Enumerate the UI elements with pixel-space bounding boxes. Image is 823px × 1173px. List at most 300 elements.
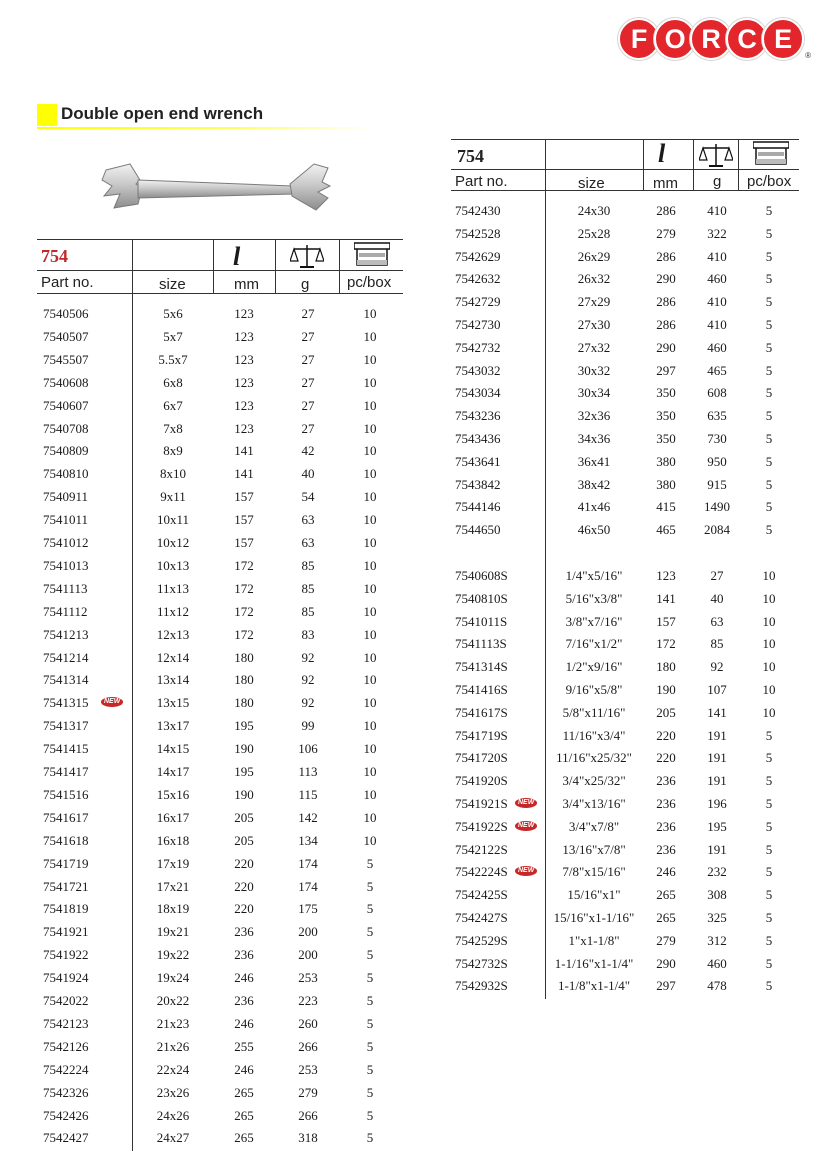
g-cell: 191 xyxy=(707,841,727,857)
part-cell: 7541113 xyxy=(43,580,88,596)
table-row xyxy=(451,203,799,225)
size-cell: 13x15 xyxy=(156,695,190,711)
part-cell: 7542022 xyxy=(43,993,89,1008)
size-header: size xyxy=(578,175,605,192)
g-cell: 85 xyxy=(301,603,315,619)
g-cell: 410 xyxy=(707,248,727,264)
pc-cell: 10 xyxy=(363,580,377,596)
size-cell: 1/2"x9/16" xyxy=(565,659,623,675)
g-cell: 191 xyxy=(707,727,727,743)
table-row xyxy=(451,317,799,339)
part-cell: 7542426 xyxy=(43,1107,89,1123)
table-row xyxy=(451,522,799,544)
g-cell: 260 xyxy=(298,1015,318,1031)
size-cell: 34x36 xyxy=(577,431,611,446)
part-cell: 7541516 xyxy=(43,786,89,802)
table-row xyxy=(37,695,403,717)
mm-cell: 190 xyxy=(656,682,676,697)
mm-cell: 190 xyxy=(234,741,254,757)
part-cell: 7542224 xyxy=(43,1061,89,1077)
mm-cell: 290 xyxy=(656,955,676,971)
size-cell: 11x13 xyxy=(156,580,190,596)
g-cell: 266 xyxy=(298,1107,318,1123)
size-header: size xyxy=(159,276,186,293)
pc-cell: 10 xyxy=(363,328,377,344)
g-cell: 465 xyxy=(707,362,727,378)
table-mid-rule xyxy=(37,270,403,271)
size-cell: 17x19 xyxy=(156,855,190,871)
part-cell: 7542427 xyxy=(43,1130,89,1146)
pc-cell: 5 xyxy=(765,248,773,264)
mm-cell: 297 xyxy=(656,362,676,378)
mm-cell: 123 xyxy=(234,397,254,413)
table-mid-rule xyxy=(451,169,799,170)
table-row xyxy=(37,901,403,923)
mm-cell: 246 xyxy=(234,1061,254,1077)
table-row xyxy=(37,879,403,901)
mm-cell: 123 xyxy=(234,351,254,367)
part-cell: 7544650 xyxy=(455,522,501,538)
g-cell: 1490 xyxy=(704,499,730,515)
pc-cell: 5 xyxy=(765,773,773,789)
size-cell: 22x24 xyxy=(156,1061,190,1077)
table-row xyxy=(451,249,799,271)
pc-cell: 5 xyxy=(366,1015,374,1031)
size-cell: 19x22 xyxy=(156,947,190,963)
part-cell: 7541317 xyxy=(43,718,89,734)
table-row xyxy=(37,764,403,786)
table-code: 754 xyxy=(41,246,68,266)
size-cell: 9x11 xyxy=(160,489,186,505)
g-cell: 142 xyxy=(298,809,318,825)
mm-cell: 172 xyxy=(234,626,254,642)
pc-cell: 5 xyxy=(765,727,773,743)
mm-cell: 286 xyxy=(656,248,676,264)
size-cell: 13/16"x7/8" xyxy=(562,841,626,857)
part-cell: 7544146 xyxy=(455,499,501,515)
size-cell: 5x6 xyxy=(163,306,183,321)
pc-cell: 5 xyxy=(765,841,773,857)
g-cell: 322 xyxy=(707,225,727,241)
size-cell: 13x14 xyxy=(156,672,190,688)
pc-cell: 10 xyxy=(363,649,377,665)
g-cell: 63 xyxy=(301,512,315,528)
part-cell: 7541721 xyxy=(43,878,89,894)
size-cell: 26x32 xyxy=(577,271,611,287)
g-cell: 460 xyxy=(707,955,727,971)
mm-cell: 172 xyxy=(234,557,254,573)
pc-cell: 10 xyxy=(762,659,776,675)
new-badge-icon: NEW xyxy=(515,866,537,876)
column-divider xyxy=(643,139,644,190)
size-cell: 14x15 xyxy=(156,741,190,757)
table-row xyxy=(37,672,403,694)
pc-cell: 5 xyxy=(765,818,773,834)
pc-cell: 10 xyxy=(363,764,377,779)
pc-cell: 5 xyxy=(366,1061,374,1077)
g-cell: 460 xyxy=(707,271,727,287)
mm-cell: 220 xyxy=(234,878,254,894)
g-cell: 312 xyxy=(707,932,727,948)
mm-cell: 123 xyxy=(234,306,254,321)
size-cell: 10x12 xyxy=(156,535,190,550)
part-cell: 7542632 xyxy=(455,271,501,287)
table-row xyxy=(451,271,799,293)
table-row xyxy=(451,477,799,499)
g-cell: 410 xyxy=(707,203,727,218)
g-cell: 40 xyxy=(710,590,724,606)
g-cell: 42 xyxy=(301,443,315,459)
mm-cell: 465 xyxy=(656,522,676,538)
size-cell: 38x42 xyxy=(577,476,611,492)
table-row xyxy=(451,887,799,909)
part-cell: 7543842 xyxy=(455,476,501,492)
mm-cell: 123 xyxy=(234,328,254,344)
scale-icon xyxy=(290,243,324,269)
part-cell: 7541922 xyxy=(43,947,89,963)
g-cell: 730 xyxy=(707,431,727,446)
pc-cell: 5 xyxy=(765,362,773,378)
pc-cell: 10 xyxy=(762,704,776,720)
table-row xyxy=(37,1108,403,1130)
pc-cell: 10 xyxy=(762,613,776,629)
g-cell: 410 xyxy=(707,294,727,310)
mm-cell: 141 xyxy=(234,443,254,459)
g-cell: 115 xyxy=(298,786,318,802)
mm-cell: 279 xyxy=(656,932,676,948)
size-cell: 15/16"x1-1/16" xyxy=(553,910,635,925)
part-cell: 7540911 xyxy=(43,489,89,505)
mm-cell: 180 xyxy=(234,695,254,711)
size-cell: 17x21 xyxy=(156,878,190,894)
pc-cell: 5 xyxy=(765,499,773,515)
table-top-rule xyxy=(37,239,403,240)
g-cell: 83 xyxy=(301,626,315,642)
table-row xyxy=(37,1062,403,1084)
size-cell: 14x17 xyxy=(156,764,190,779)
size-cell: 11x12 xyxy=(156,603,190,619)
g-cell: 253 xyxy=(298,1061,318,1077)
mm-cell: 279 xyxy=(656,225,676,241)
pc-cell: 5 xyxy=(366,947,374,963)
mm-cell: 380 xyxy=(656,453,676,469)
pc-cell: 10 xyxy=(363,351,377,367)
table-row xyxy=(37,535,403,557)
size-cell: 3/4"x25/32" xyxy=(562,773,626,789)
pc-cell: 5 xyxy=(765,203,773,218)
pc-cell: 5 xyxy=(765,431,773,446)
column-divider xyxy=(738,139,739,190)
size-cell: 30x34 xyxy=(577,385,611,401)
g-cell: 253 xyxy=(298,970,318,986)
column-divider xyxy=(213,239,214,293)
pc-cell: 10 xyxy=(363,672,377,688)
pc-cell: 10 xyxy=(363,832,377,848)
column-divider xyxy=(339,239,340,293)
pc-cell: 5 xyxy=(765,317,773,332)
mm-cell: 141 xyxy=(656,590,676,606)
pc-cell: 10 xyxy=(363,535,377,550)
part-cell: 7542730 xyxy=(455,317,501,332)
size-cell: 7/8"x15/16" xyxy=(562,864,626,880)
table-row xyxy=(37,947,403,969)
table-row xyxy=(37,512,403,534)
pc-cell: 10 xyxy=(363,557,377,573)
mm-cell: 415 xyxy=(656,499,676,515)
g-cell: 27 xyxy=(301,374,315,390)
part-cell: 7541415 xyxy=(43,741,89,757)
table-row xyxy=(451,294,799,316)
table-row xyxy=(37,993,403,1015)
table-row xyxy=(37,810,403,832)
pc-cell: 5 xyxy=(765,408,773,424)
part-cell: 7543641 xyxy=(455,453,501,469)
size-cell: 24x26 xyxy=(156,1107,190,1123)
pc-cell: 5 xyxy=(366,993,374,1008)
mm-cell: 157 xyxy=(234,535,254,550)
table-row xyxy=(37,718,403,740)
g-cell: 85 xyxy=(710,636,724,652)
mm-cell: 172 xyxy=(656,636,676,652)
pc-cell: 5 xyxy=(366,970,374,986)
scale-icon xyxy=(699,142,733,168)
pc-cell: 10 xyxy=(762,590,776,606)
table-row xyxy=(37,329,403,351)
size-cell: 16x18 xyxy=(156,832,190,848)
part-cell: 7542732 xyxy=(455,339,501,355)
g-cell: 40 xyxy=(301,466,315,482)
table-row xyxy=(451,819,799,841)
pc-cell: 10 xyxy=(363,809,377,825)
part-cell: 7541819 xyxy=(43,901,89,917)
part-header: Part no. xyxy=(41,274,94,291)
pc-cell: 5 xyxy=(366,1130,374,1146)
g-cell: 27 xyxy=(301,306,315,321)
part-cell: 7542732S xyxy=(455,955,508,971)
size-cell: 9/16"x5/8" xyxy=(565,682,623,697)
mm-cell: 123 xyxy=(234,374,254,390)
pc-cell: 10 xyxy=(762,682,776,697)
table-row xyxy=(451,454,799,476)
table-row xyxy=(37,489,403,511)
size-cell: 15x16 xyxy=(156,786,190,802)
g-cell: 175 xyxy=(298,901,318,917)
table-row xyxy=(451,568,799,590)
g-cell: 308 xyxy=(707,887,727,903)
g-cell: 92 xyxy=(301,672,315,688)
g-cell: 232 xyxy=(707,864,727,880)
pc-cell: 10 xyxy=(363,397,377,413)
wrench-illustration xyxy=(100,158,332,214)
mm-cell: 265 xyxy=(656,887,676,903)
part-cell: 7543034 xyxy=(455,385,501,401)
table-row xyxy=(451,864,799,886)
size-cell: 19x24 xyxy=(156,970,190,986)
size-cell: 1"x1-1/8" xyxy=(568,932,620,948)
g-cell: 107 xyxy=(707,682,727,697)
part-cell: 7542729 xyxy=(455,294,501,310)
table-row xyxy=(451,728,799,750)
table-row xyxy=(37,970,403,992)
part-cell: 7540608S xyxy=(455,568,508,583)
box-icon xyxy=(354,241,390,269)
pcbox-header: pc/box xyxy=(747,173,792,190)
table-row xyxy=(451,978,799,1000)
part-cell: 7541012 xyxy=(43,535,89,550)
mm-cell: 265 xyxy=(234,1130,254,1146)
table-row xyxy=(451,750,799,772)
part-cell: 7541720S xyxy=(455,750,508,766)
table-row xyxy=(451,431,799,453)
pc-cell: 10 xyxy=(363,718,377,734)
size-cell: 15/16"x1" xyxy=(567,887,621,903)
table-row xyxy=(37,627,403,649)
g-cell: 915 xyxy=(707,476,727,492)
size-cell: 18x19 xyxy=(156,901,190,917)
size-cell: 26x29 xyxy=(577,248,611,264)
size-cell: 12x13 xyxy=(156,626,190,642)
pc-cell: 5 xyxy=(765,750,773,766)
pc-cell: 10 xyxy=(363,466,377,482)
size-cell: 16x17 xyxy=(156,809,190,825)
title-marker xyxy=(37,104,57,126)
pc-cell: 5 xyxy=(765,225,773,241)
pc-cell: 5 xyxy=(765,385,773,401)
size-cell: 8x10 xyxy=(160,466,186,482)
part-cell: 7542123 xyxy=(43,1015,89,1031)
column-divider xyxy=(693,139,694,190)
g-header: g xyxy=(713,173,722,190)
part-cell: 7541924 xyxy=(43,970,89,986)
g-cell: 63 xyxy=(301,535,315,550)
table-row xyxy=(37,421,403,443)
table-row xyxy=(451,614,799,636)
table-row xyxy=(451,956,799,978)
mm-cell: 220 xyxy=(656,727,676,743)
part-cell: 7541314S xyxy=(455,659,508,675)
pc-cell: 10 xyxy=(363,626,377,642)
g-cell: 27 xyxy=(301,397,315,413)
part-cell: 7541112 xyxy=(43,603,88,619)
mm-header: mm xyxy=(234,276,259,293)
size-cell: 13x17 xyxy=(156,718,190,734)
pc-cell: 5 xyxy=(765,887,773,903)
mm-cell: 157 xyxy=(234,512,254,528)
table-row xyxy=(37,398,403,420)
g-cell: 191 xyxy=(707,773,727,789)
length-icon: l xyxy=(658,139,666,168)
mm-cell: 123 xyxy=(234,420,254,436)
pcbox-header: pc/box xyxy=(347,274,392,291)
table-row xyxy=(451,842,799,864)
size-cell: 27x32 xyxy=(577,339,611,355)
part-cell: 7541314 xyxy=(43,672,89,688)
mm-cell: 205 xyxy=(234,809,254,825)
size-cell: 3/8"x7/16" xyxy=(565,613,623,629)
mm-cell: 255 xyxy=(234,1038,254,1054)
table-row xyxy=(37,306,403,328)
part-cell: 7541618 xyxy=(43,832,89,848)
mm-cell: 236 xyxy=(234,947,254,963)
part-cell: 7540607 xyxy=(43,397,89,413)
table-row xyxy=(37,1016,403,1038)
mm-cell: 246 xyxy=(234,1015,254,1031)
pc-cell: 5 xyxy=(366,901,374,917)
size-cell: 27x30 xyxy=(577,317,611,332)
pc-cell: 5 xyxy=(366,924,374,940)
table-row xyxy=(451,340,799,362)
part-cell: 7541011S xyxy=(455,613,508,629)
table-row xyxy=(451,796,799,818)
g-cell: 200 xyxy=(298,947,318,963)
logo-letter: E xyxy=(762,18,804,60)
mm-cell: 286 xyxy=(656,294,676,310)
pc-cell: 5 xyxy=(765,294,773,310)
pc-cell: 10 xyxy=(762,568,776,583)
size-cell: 23x26 xyxy=(156,1084,190,1100)
length-icon: l xyxy=(233,242,241,271)
g-cell: 478 xyxy=(707,978,727,994)
mm-cell: 172 xyxy=(234,580,254,596)
part-cell: 7542224S xyxy=(455,864,508,880)
mm-cell: 195 xyxy=(234,764,254,779)
size-cell: 25x28 xyxy=(577,225,611,241)
part-cell: 7540608 xyxy=(43,374,89,390)
pc-cell: 10 xyxy=(363,306,377,321)
page-title: Double open end wrench xyxy=(61,104,264,123)
table-row xyxy=(451,408,799,430)
table-row xyxy=(37,1130,403,1152)
table-row xyxy=(451,705,799,727)
size-cell: 6x8 xyxy=(163,374,183,390)
logo-letter: O xyxy=(654,18,696,60)
part-cell: 7542430 xyxy=(455,203,501,218)
table-row xyxy=(451,385,799,407)
mm-cell: 190 xyxy=(234,786,254,802)
part-cell: 7542122S xyxy=(455,841,508,857)
part-cell: 7541719S xyxy=(455,727,508,743)
g-cell: 191 xyxy=(707,750,727,766)
part-cell: 7542529S xyxy=(455,932,508,948)
part-cell: 7541315 xyxy=(43,695,89,711)
pc-cell: 5 xyxy=(765,453,773,469)
new-badge-icon: NEW xyxy=(515,798,537,808)
table-row xyxy=(451,933,799,955)
g-cell: 99 xyxy=(301,718,315,734)
size-cell: 5/8"x11/16" xyxy=(562,704,626,720)
table-row xyxy=(451,363,799,385)
size-cell: 12x14 xyxy=(156,649,190,665)
left-table xyxy=(37,239,403,1151)
size-cell: 11/16"x3/4" xyxy=(562,727,626,743)
size-cell: 10x13 xyxy=(156,557,190,573)
part-cell: 7543436 xyxy=(455,431,501,446)
mm-cell: 205 xyxy=(234,832,254,848)
size-cell: 5.5x7 xyxy=(158,351,188,367)
mm-cell: 157 xyxy=(234,489,254,505)
pc-cell: 10 xyxy=(363,489,377,505)
mm-cell: 290 xyxy=(656,339,676,355)
pc-cell: 10 xyxy=(363,374,377,390)
mm-cell: 297 xyxy=(656,978,676,994)
mm-cell: 236 xyxy=(234,993,254,1008)
g-cell: 27 xyxy=(301,351,315,367)
part-cell: 7541617 xyxy=(43,809,89,825)
part-cell: 7543032 xyxy=(455,362,501,378)
mm-cell: 265 xyxy=(234,1107,254,1123)
size-cell: 30x32 xyxy=(577,362,611,378)
mm-cell: 350 xyxy=(656,408,676,424)
